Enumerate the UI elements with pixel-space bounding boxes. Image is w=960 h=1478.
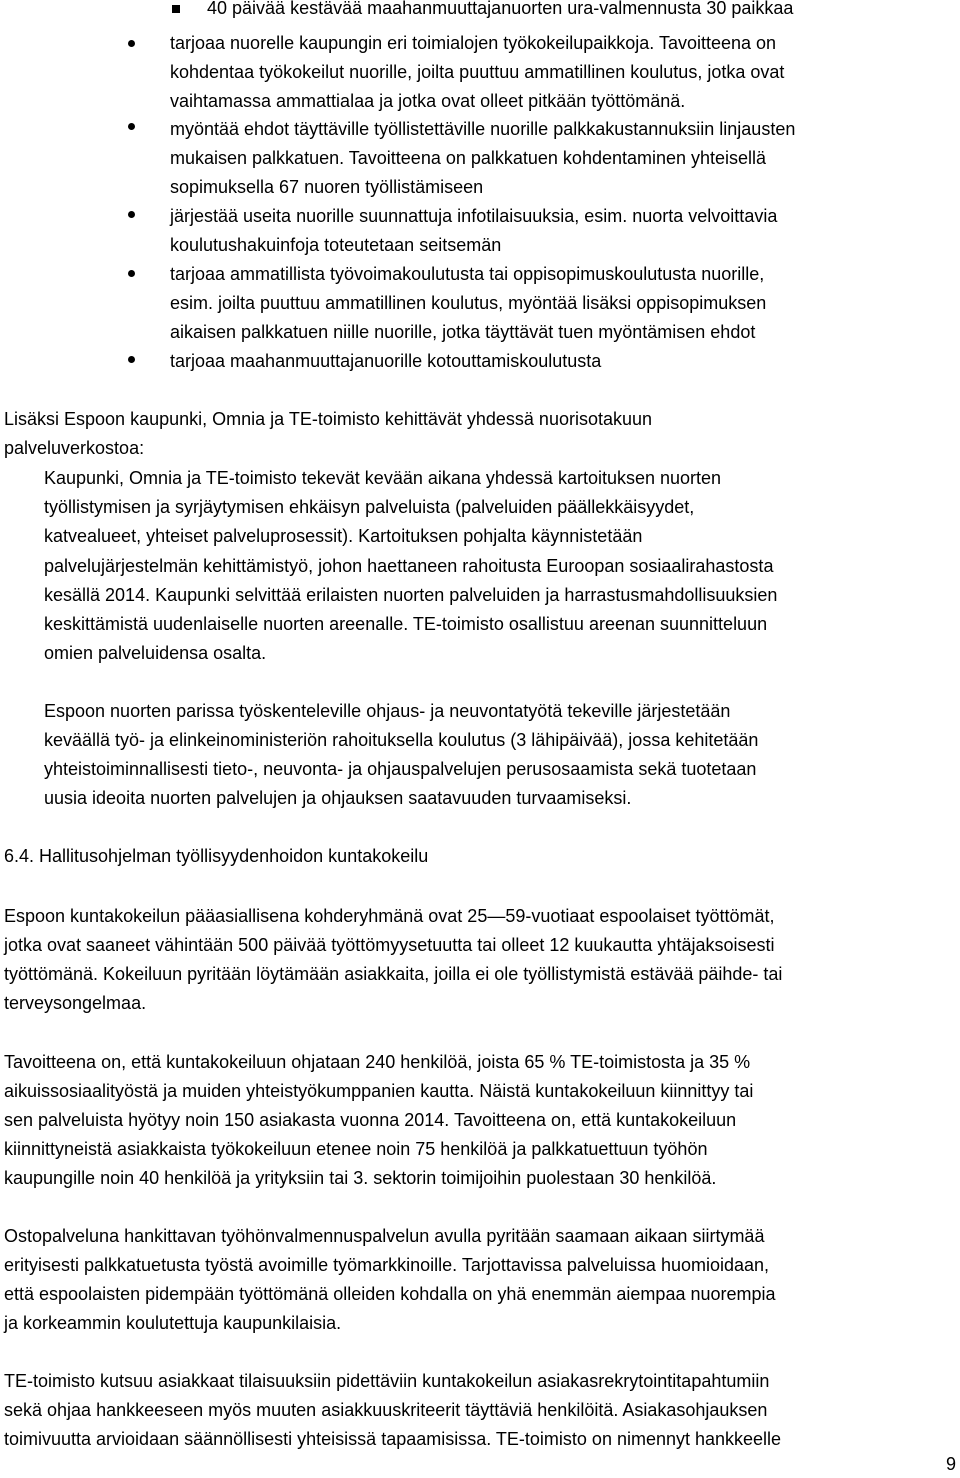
bullet-text-line: vaihtamassa ammattialaa ja jotka ovat olleet pitkään työttömänä. xyxy=(170,91,686,111)
paragraph-line: Ostopalveluna hankittavan työhönvalmennuspalvelun avulla pyritään saamaan aikaan siirtymää xyxy=(4,1226,765,1246)
paragraph-line: Tavoitteena on, että kuntakokeiluun ohjataan 240 henkilöä, joista 65 % TE-toimistosta ja 35 % xyxy=(4,1052,751,1072)
bullet-text-line: koulutushakuinfoja toteutetaan seitsemän xyxy=(170,235,502,255)
bullet-text-line: esim. joilta puuttuu ammatillinen koulutus, myöntää lisäksi oppisopimuksen xyxy=(170,293,767,313)
paragraph-line: erityisesti palkkatuetusta työstä avoimille työmarkkinoille. Tarjottavissa palveluissa huomioidaan, xyxy=(4,1255,770,1275)
paragraph-line: palveluverkostoa: xyxy=(4,438,145,458)
paragraph-line: terveysongelmaa. xyxy=(4,993,147,1013)
paragraph-line: uusia ideoita nuorten palvelujen ja ohjauksen saatavuuden turvaamiseksi. xyxy=(44,788,632,808)
paragraph-line: ja korkeammin koulutettuja kaupunkilaisia. xyxy=(4,1313,342,1333)
paragraph-line: sen palveluista hyötyy noin 150 asiakasta vuonna 2014. Tavoitteena on, että kuntakokeiluun xyxy=(4,1110,737,1130)
paragraph-line: toimivuutta arvioidaan säännöllisesti yhteisissä tapaamisissa. TE-toimisto on nimennyt hankkeelle xyxy=(4,1429,782,1449)
bullet-icon xyxy=(128,211,135,218)
bullet-icon xyxy=(128,270,135,277)
bullet-text-line: kohdentaa työkokeilut nuorille, joilta puuttuu ammatillinen koulutus, jotka ovat xyxy=(170,62,785,82)
bullet-text-line: myöntää ehdot täyttäville työllistettäville nuorille palkkakustannuksiin linjausten xyxy=(170,119,796,139)
paragraph-line: että espoolaisten pidempään työttömänä olleiden kohdalla on yhä enemmän aiempaa nuorempia xyxy=(4,1284,776,1304)
square-bullet-icon xyxy=(172,5,180,13)
paragraph-line: Kaupunki, Omnia ja TE-toimisto tekevät kevään aikana yhdessä kartoituksen nuorten xyxy=(44,468,722,488)
paragraph-line: sekä ohjaa hankkeeseen myös muuten asiakkuuskriteerit täyttäviä henkilöitä. Asiakasohjauksen xyxy=(4,1400,768,1420)
bullet-text-line: tarjoaa ammatillista työvoimakoulutusta tai oppisopimuskoulutusta nuorille, xyxy=(170,264,765,284)
paragraph-line: Lisäksi Espoon kaupunki, Omnia ja TE-toimisto kehittävät yhdessä nuorisotakuun xyxy=(4,409,653,429)
page-number: 9 xyxy=(945,1454,956,1474)
bullet-text-line: tarjoaa nuorelle kaupungin eri toimialojen työkokeilupaikkoja. Tavoitteena on xyxy=(170,33,777,53)
bullet-text-line: tarjoaa maahanmuuttajanuorille kotouttamiskoulutusta xyxy=(170,351,602,371)
paragraph-line: työttömänä. Kokeiluun pyritään löytämään asiakkaita, joilla ei ole työllistymistä estävää päihde- tai xyxy=(4,964,783,984)
paragraph-line: palvelujärjestelmän kehittämistyö, johon haettaneen rahoitusta Euroopan sosiaalirahastosta xyxy=(44,556,774,576)
paragraph-line: TE-toimisto kutsuu asiakkaat tilaisuuksiin pidettäviin kuntakokeilun asiakasrekrytointitapahtumiin xyxy=(4,1371,770,1391)
paragraph-line: yhteistoiminnallisesti tieto-, neuvonta- ja ohjauspalvelujen perusosaamista sekä tuotetaan xyxy=(44,759,757,779)
paragraph-line: kaupungille noin 40 henkilöä ja yrityksiin tai 3. sektorin toimijoihin puolestaan 30 henkilöä. xyxy=(4,1168,717,1188)
paragraph-line: katvealueet, yhteiset palveluprosessit). Kartoituksen pohjalta käynnistetään xyxy=(44,526,643,546)
bullet-icon xyxy=(128,40,135,47)
bullet-text-line: 40 päivää kestävää maahanmuuttajanuorten ura-valmennusta 30 paikkaa xyxy=(207,0,794,18)
paragraph-line: kiinnittyneistä asiakkaista työkokeiluun etenee noin 75 henkilöä ja palkkatuettuun työhön xyxy=(4,1139,708,1159)
paragraph-line: kesällä 2014. Kaupunki selvittää erilaisten nuorten palveluiden ja harrastusmahdollisuuksien xyxy=(44,585,778,605)
bullet-text-line: aikaisen palkkatuen niille nuorille, jotka täyttävät tuen myöntämisen ehdot xyxy=(170,322,756,342)
bullet-icon xyxy=(128,356,135,363)
paragraph-line: jotka ovat saaneet vähintään 500 päivää työttömyysetuutta tai olleet 12 kuukautta yhtäjaksoisesti xyxy=(4,935,775,955)
paragraph-line: työllistymisen ja syrjäytymisen ehkäisyn palveluista (palveluiden päällekkäisyydet, xyxy=(44,497,695,517)
paragraph-line: aikuissosiaalityöstä ja muiden yhteistyökumppanien kautta. Näistä kuntakokeiluun kiinnittyy tai xyxy=(4,1081,754,1101)
section-heading: 6.4. Hallitusohjelman työllisyydenhoidon kuntakokeilu xyxy=(4,846,429,866)
bullet-text-line: järjestää useita nuorille suunnattuja infotilaisuuksia, esim. nuorta velvoittavia xyxy=(170,206,778,226)
bullet-text-line: sopimuksella 67 nuoren työllistämiseen xyxy=(170,177,484,197)
paragraph-line: Espoon kuntakokeilun pääasiallisena kohderyhmänä ovat 25—59-vuotiaat espoolaiset työttömät, xyxy=(4,906,775,926)
paragraph-line: omien palveluidensa osalta. xyxy=(44,643,267,663)
bullet-text-line: mukaisen palkkatuen. Tavoitteena on palkkatuen kohdentaminen yhteisellä xyxy=(170,148,767,168)
bullet-icon xyxy=(128,123,135,130)
paragraph-line: Espoon nuorten parissa työskenteleville ohjaus- ja neuvontatyötä tekeville järjestetään xyxy=(44,701,731,721)
paragraph-line: keväällä työ- ja elinkeinoministeriön rahoituksella koulutus (3 lähipäivää), jossa kehitetään xyxy=(44,730,759,750)
paragraph-line: keskittämistä uudenlaiselle nuorten areenalle. TE-toimisto osallistuu areenan suunnitteluun xyxy=(44,614,768,634)
